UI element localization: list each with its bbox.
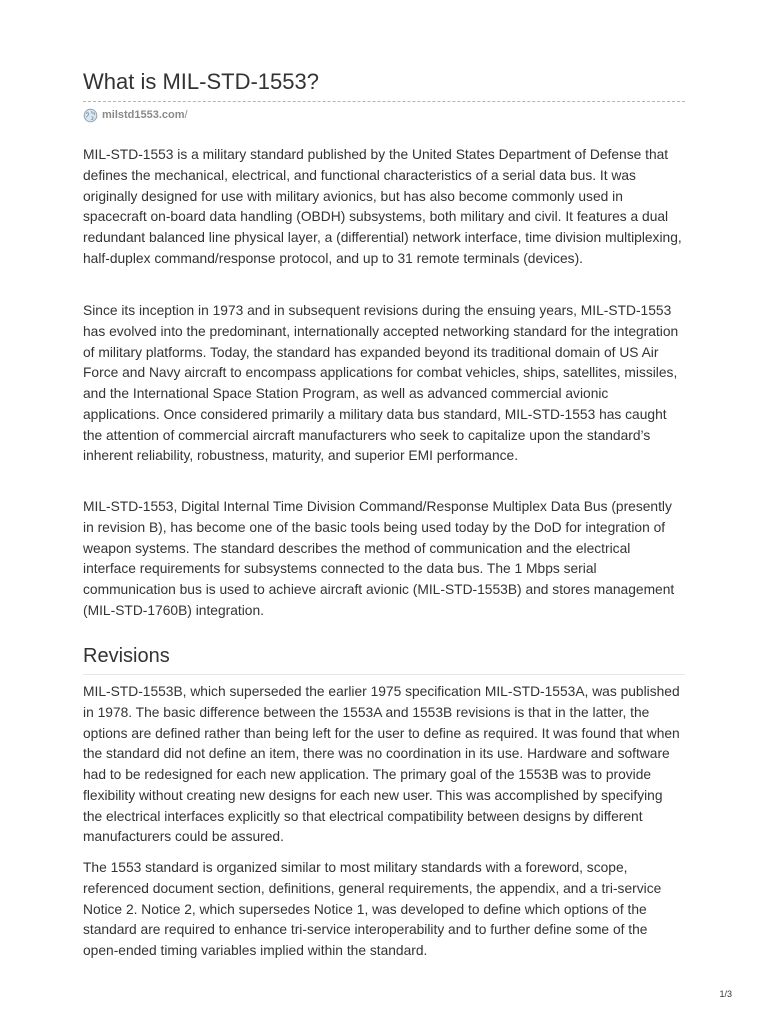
globe-icon bbox=[83, 108, 98, 123]
intro-paragraph-3: MIL-STD-1553, Digital Internal Time Division Command/Response Multiplex Data Bus (presently in revision B), has become one of the basic tools being used today by the DoD for integration of weapon systems. The standard describes the method of communication and the electrical interface requirements for subsystems connected to the data bus. The 1 Mbps serial communication bus is used to achieve aircraft avionic (MIL-STD-1553B) and stores management (MIL-STD-1760B) integration. bbox=[83, 499, 675, 618]
intro-paragraph-1: MIL-STD-1553 is a military standard published by the United States Department of Defense that defines the mechanical, electrical, and functional characteristics of a serial data bus. It was originally designed for use with military avionics, but has also become commonly used in spacecraft on-board data handling (OBDH) subsystems, both military and civil. It features a dual redundant balanced line physical layer, a (differential) network interface, time division multiplexing, half-duplex command/response protocol, and up to 31 remote terminals (devices). bbox=[83, 147, 682, 266]
source-link[interactable] bbox=[83, 107, 188, 123]
revisions-divider bbox=[83, 674, 685, 675]
source-domain[interactable]: milstd1553.com bbox=[102, 109, 185, 121]
intro-paragraph-2: Since its inception in 1973 and in subsequent revisions during the ensuing years, MIL-STD-1553 has evolved into the predominant, internationally accepted networking standard for the integration of military platforms. Today, the standard has expanded beyond its traditional domain of US Air Force and Navy aircraft to encompass applications for combat vehicles, ships, satellites, missiles, and the International Space Station Program, as well as advanced commercial avionic applications. Once considered primarily a military data bus standard, MIL-STD-1553 has caught the attention of commercial aircraft manufacturers who seek to capitalize upon the standard’s inherent reliability, robustness, maturity, and superior EMI performance. bbox=[83, 303, 679, 464]
page-number: 1/3 bbox=[719, 989, 732, 999]
revisions-paragraph-1: MIL-STD-1553B, which superseded the earlier 1975 specification MIL-STD-1553A, was published in 1978. The basic difference between the 1553A and 1553B revisions is that in the latter, the options are defined rather than being left for the user to define as required. It was found that when the standard did not define an item, there was no coordination in its use. Hardware and software had to be redesigned for each new application. The primary goal of the 1553B was to provide flexibility without creating new designs for each new user. This was accomplished by specifying the electrical interfaces explicitly so that electrical compatibility between designs by different manufacturers could be assured. bbox=[83, 684, 680, 845]
revisions-heading: Revisions bbox=[83, 645, 170, 667]
source-suffix: / bbox=[184, 109, 188, 121]
revisions-paragraph-2: The 1553 standard is organized similar to most military standards with a foreword, scope, referenced document section, definitions, general requirements, the appendix, and a tri-service Notice 2. Notice 2, which supersedes Notice 1, was developed to define which options of the standard are required to enhance tri-service interoperability and to further define some of the open-ended timing variables implied within the standard. bbox=[83, 860, 662, 958]
title-divider bbox=[83, 101, 685, 102]
page-title: What is MIL-STD-1553? bbox=[83, 69, 319, 94]
